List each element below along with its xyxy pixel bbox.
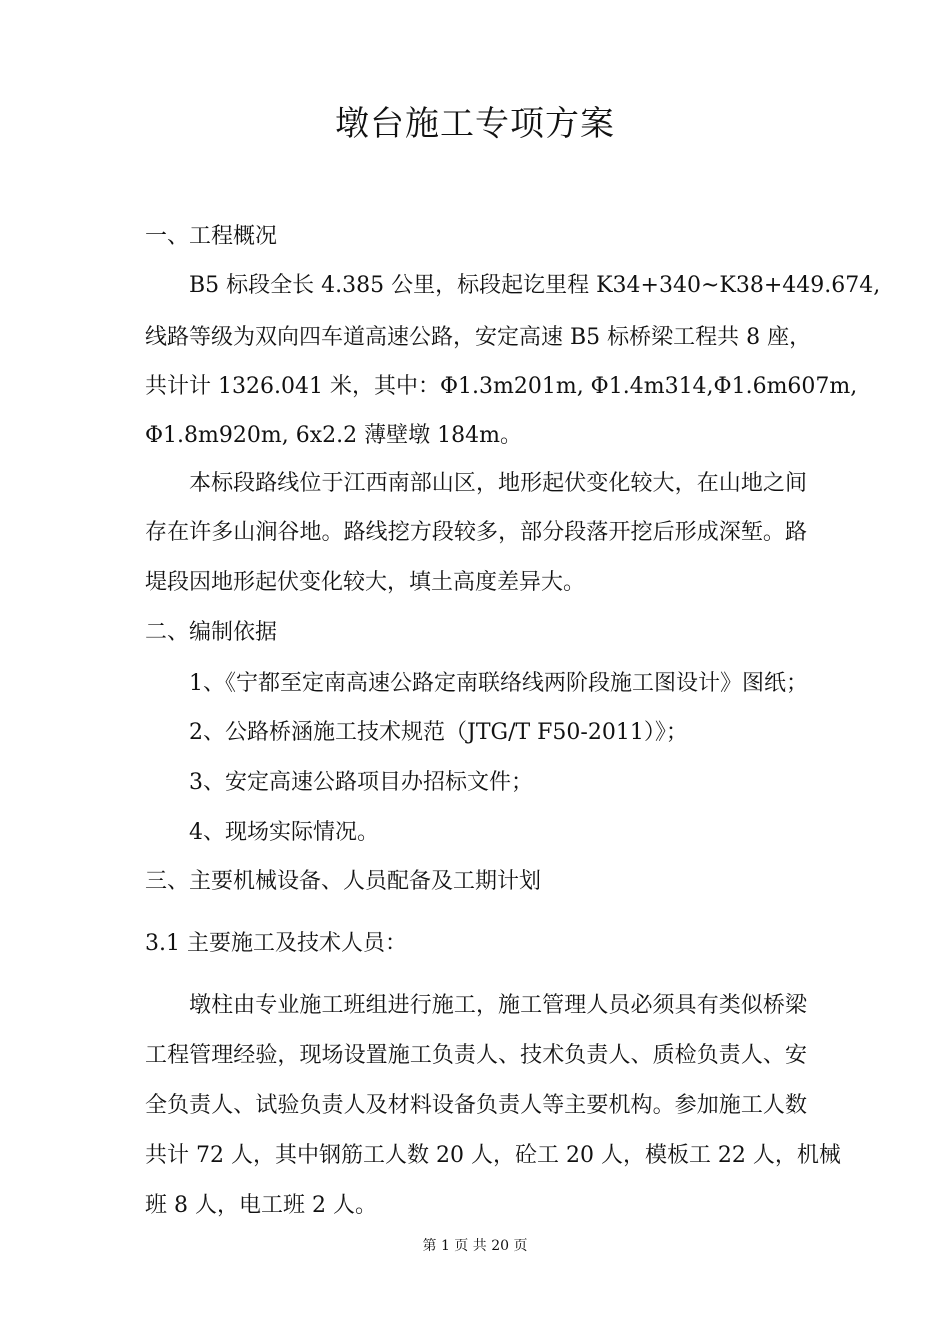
- section-heading-equipment: 三、主要机械设备、人员配备及工期计划: [145, 869, 542, 894]
- paragraph-line: 堤段因地形起伏变化较大，填土高度差异大。: [145, 570, 586, 595]
- paragraph-line: 共计 72 人，其中钢筋工人数 20 人，砼工 20 人，模板工 22 人，机械: [145, 1143, 841, 1168]
- paragraph-line: 线路等级为双向四车道高速公路，安定高速 B5 标桥梁工程共 8 座，: [145, 325, 812, 350]
- list-item: 2、公路桥涵施工技术规范（JTG/T F50-2011）》；: [189, 720, 688, 745]
- section-heading-overview: 一、工程概况: [145, 224, 278, 249]
- paragraph-line: 全负责人、试验负责人及材料设备负责人等主要机构。参加施工人数: [145, 1093, 807, 1118]
- paragraph-line: 共计计 1326.041 米，其中：Φ1.3m201m, Φ1.4m314,Φ1.6m607m,: [145, 374, 858, 399]
- paragraph-line: Φ1.8m920m, 6x2.2 薄壁墩 184m。: [145, 423, 522, 448]
- paragraph-line: 工程管理经验，现场设置施工负责人、技术负责人、质检负责人、安: [145, 1043, 807, 1068]
- list-item: 3、安定高速公路项目办招标文件；: [189, 770, 533, 795]
- paragraph-line: B5 标段全长 4.385 公里，标段起讫里程 K34+340~K38+449.674,: [189, 273, 881, 298]
- page-footer: 第 1 页 共 20 页: [422, 1238, 528, 1254]
- paragraph-line: 存在许多山涧谷地。路线挖方段较多，部分段落开挖后形成深堑。路: [145, 520, 807, 545]
- subsection-heading: 3.1 主要施工及技术人员：: [145, 931, 407, 956]
- list-item: 4、现场实际情况。: [189, 820, 379, 845]
- page-title: 墩台施工专项方案: [335, 104, 615, 144]
- list-item: 1、《宁都至定南高速公路定南联络线两阶段施工图设计》图纸；: [189, 671, 808, 696]
- paragraph-line: 墩柱由专业施工班组进行施工，施工管理人员必须具有类似桥梁: [189, 993, 807, 1018]
- paragraph-line: 班 8 人，电工班 2 人。: [145, 1193, 377, 1218]
- paragraph-line: 本标段路线位于江西南部山区，地形起伏变化较大，在山地之间: [189, 471, 807, 496]
- section-heading-basis: 二、编制依据: [145, 620, 278, 645]
